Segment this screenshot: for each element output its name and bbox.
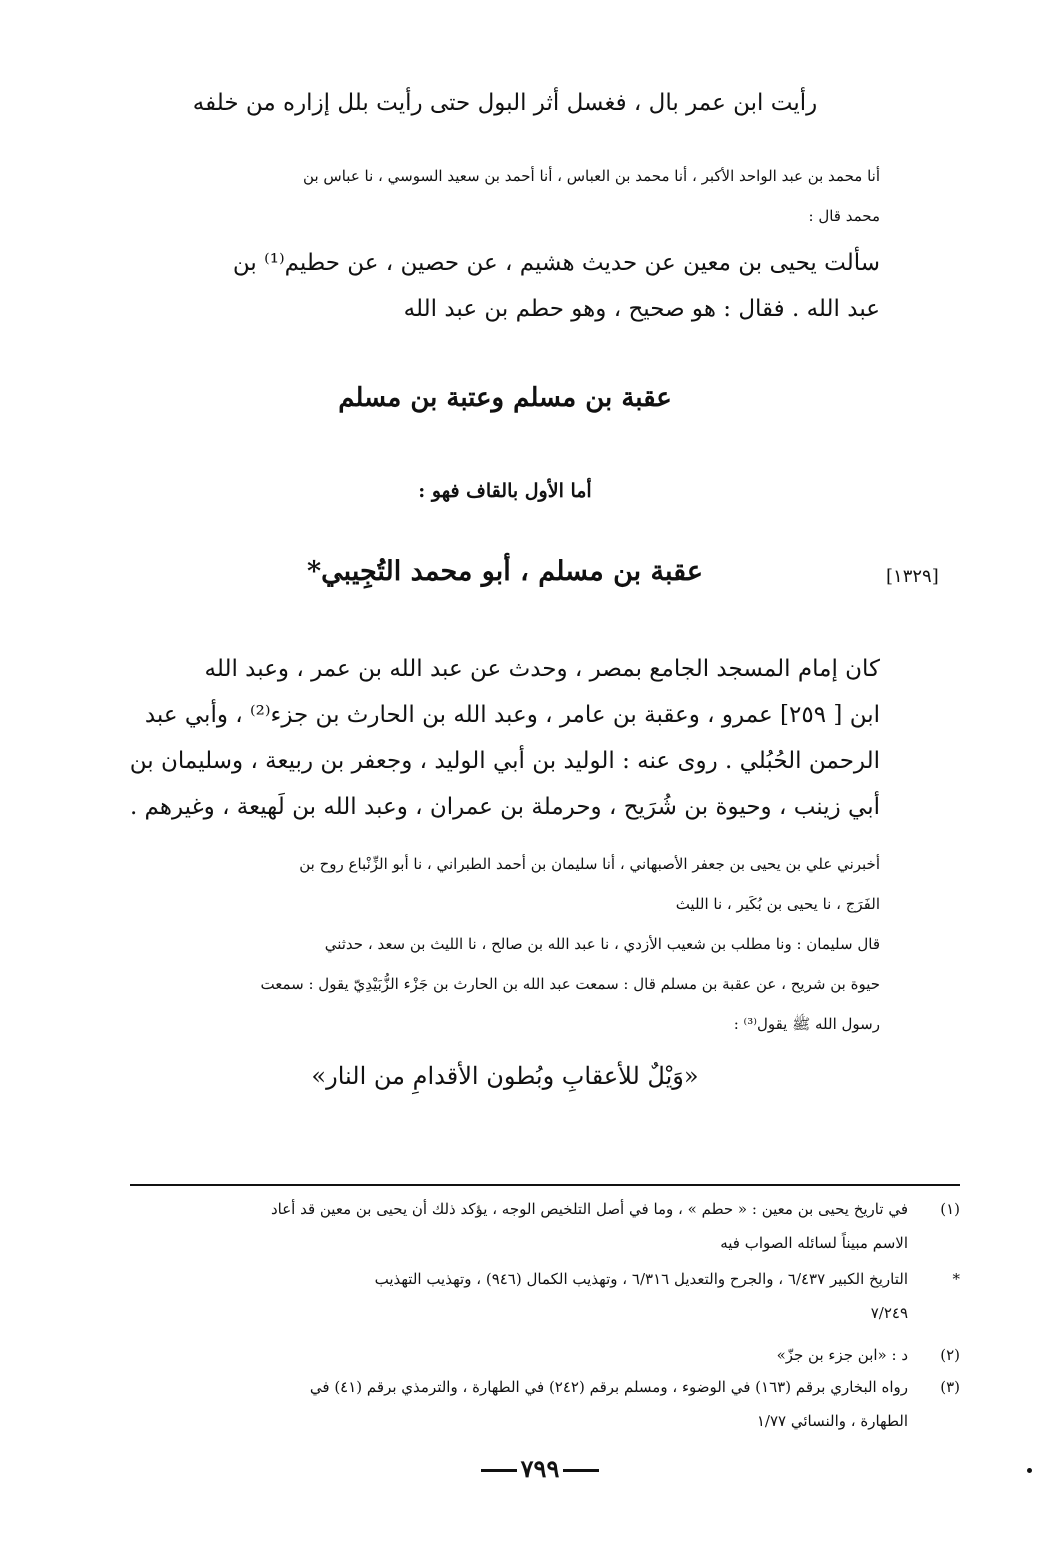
section-subtitle: أما الأول بالقاف فهو :: [418, 480, 592, 502]
footnote-line: د : «ابن جزء بن جزّ»: [776, 1346, 908, 1364]
left-dash: [481, 1469, 517, 1472]
text-line: قال سليمان : ونا مطلب بن شعيب الأزدي ، نا عبد الله بن صالح ، نا الليث بن سعد ، حدثني: [324, 935, 880, 953]
footnote-1: [130, 1192, 960, 1260]
footnote-line: التاريخ الكبير ٦/٤٣٧ ، والجرح والتعديل ٦/٣١٦ ، وتهذيب الكمال (٩٤٦) ، وتهذيب التهذيب: [374, 1270, 908, 1288]
paragraph-1: [130, 240, 880, 332]
text-line: أخبرني علي بن يحيى بن جعفر الأصبهاني ، أنا سليمان بن أحمد الطبراني ، نا أبو الزِّنْباع روح بن: [299, 855, 880, 873]
footnote-line: الاسم مبيناً لسائله الصواب فيه: [720, 1234, 908, 1252]
footnote-line: الطهارة ، والنسائي ١/٧٧: [756, 1412, 908, 1430]
isnad-block-2: [130, 844, 880, 1044]
hadith-quote: «وَيْلٌ للأعقابِ وبُطون الأقدامِ من النار»: [311, 1062, 699, 1090]
text-line: سألت يحيى بن معين عن حديث هشيم ، عن حصين ، عن حطيم⁽¹⁾ بن: [232, 250, 880, 276]
section-title: عقبة بن مسلم وعتبة بن مسلم: [338, 383, 672, 413]
footnote-line: في تاريخ يحيى بن معين : « حطم » ، وما في أصل التلخيص الوجه ، يؤكد ذلك أن يحيى بن معين قد أعاد: [270, 1200, 908, 1218]
right-dash: [563, 1469, 599, 1472]
footnote-2: [130, 1338, 960, 1372]
biography-paragraph: [130, 646, 880, 830]
text-line: أبي زينب ، وحيوة بن شُرَيح ، وحرملة بن عمران ، وعبد الله بن لَهيعة ، وغيرهم .: [130, 794, 880, 820]
footnote-number: (٢): [940, 1346, 960, 1364]
opening-text: [130, 80, 880, 126]
footnote-number: (٣): [940, 1378, 960, 1396]
text-line: ابن [ ٢٥٩] عمرو ، وعقبة بن عامر ، وعبد الله بن الحارث بن جزء⁽²⁾ ، وأبي عبد: [144, 702, 880, 728]
scan-dot: [1027, 1468, 1032, 1473]
footnote-3: [130, 1370, 960, 1438]
footnote-number: (١): [940, 1200, 960, 1218]
text-line: محمد قال :: [808, 207, 880, 225]
footnote-star: [130, 1262, 960, 1330]
page-number-text: ٧٩٩: [520, 1454, 560, 1483]
isnad-block-1: [130, 156, 880, 236]
text-line: الرحمن الحُبُلي . روى عنه : الوليد بن أبي الوليد ، وجعفر بن ربيعة ، وسليمان بن: [130, 748, 880, 774]
text-line: كان إمام المسجد الجامع بمصر ، وحدث عن عبد الله بن عمر ، وعبد الله: [204, 656, 880, 682]
footnote-line: رواه البخاري برقم (١٦٣) في الوضوء ، ومسلم برقم (٢٤٢) في الطهارة ، والترمذي برقم (٤١) في: [309, 1378, 908, 1396]
entry-title: عقبة بن مسلم ، أبو محمد التُجِيبي*: [307, 556, 703, 587]
footnote-divider: [130, 1184, 960, 1186]
entry-number: [١٣٢٩]: [886, 566, 939, 587]
text-line: حيوة بن شريح ، عن عقبة بن مسلم قال : سمعت عبد الله بن الحارث بن جَزْء الزُّبَيْدِيّ يقول : سمعت: [260, 975, 880, 993]
text-line: الفَرَج ، نا يحيى بن بُكَير ، نا الليث: [675, 895, 880, 913]
text-line: رأيت ابن عمر بال ، فغسل أثر البول حتى رأيت بلل إزاره من خلفه: [192, 90, 818, 116]
text-line: رسول الله ﷺ يقول⁽³⁾ :: [733, 1015, 880, 1033]
text-line: عبد الله . فقال : هو صحيح ، وهو حطم بن عبد الله: [403, 296, 880, 322]
footnote-line: ٧/٢٤٩: [870, 1304, 908, 1322]
page-number: [380, 1454, 700, 1483]
footnote-number: *: [952, 1270, 960, 1288]
text-line: أنا محمد بن عبد الواحد الأكبر ، أنا محمد بن العباس ، أنا أحمد بن سعيد السوسي ، نا عباس بن: [303, 167, 880, 185]
